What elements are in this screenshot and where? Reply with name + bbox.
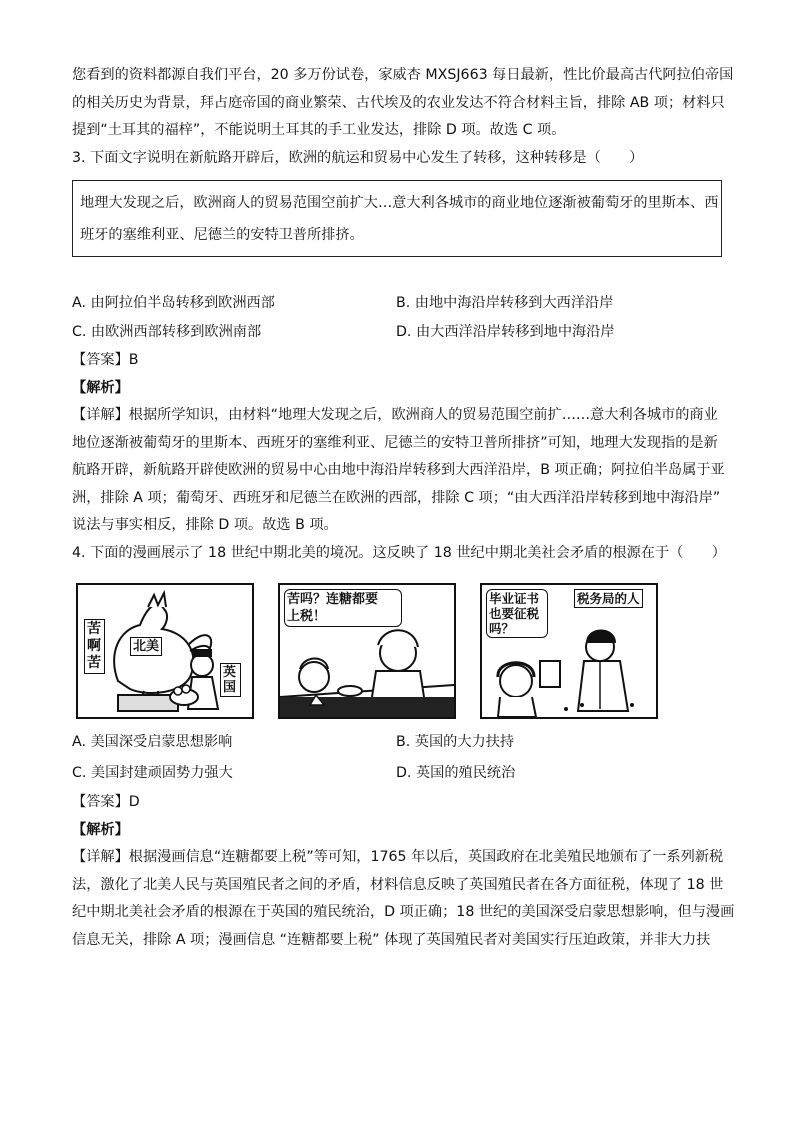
q3-material-line: 班牙的塞维利亚、尼德兰的安特卫普所排挤。 [80, 227, 364, 243]
q4-stem: 4. 下面的漫画展示了 18 世纪中期北美的境况。这反映了 18 世纪中期北美社会矛盾的根源在于（ ） [72, 544, 726, 561]
intro-line: 的相关历史为背景，拜占庭帝国的商业繁荣、古代埃及的农业发达不符合材料主旨，排除 AB 项；材料只 [72, 94, 725, 111]
document-page [72, 62, 735, 954]
cartoon-panel-1 [76, 583, 254, 719]
q3-option-a: A. 由阿拉伯半岛转移到欧洲西部 [72, 295, 275, 311]
label-north-america: 北美 [130, 637, 162, 656]
q3-detail-line: 地位逐渐被葡萄牙的里斯本、西班牙的塞维利亚、尼德兰的安特卫普所排挤”可知，地理大发现指的是新 [72, 434, 718, 451]
q3-detail-line: 洲，排除 A 项；葡萄牙、西班牙和尼德兰在欧洲的西部，排除 C 项；“由大西洋沿岸转移到地中海沿岸” [72, 489, 721, 506]
q4-options [72, 727, 722, 789]
q3-options [72, 289, 722, 347]
label-suffering: 苦啊苦 [84, 619, 105, 674]
q3-option-d: D. 由大西洋沿岸转移到地中海沿岸 [396, 324, 615, 340]
q4-option-d: D. 英国的殖民统治 [396, 765, 516, 781]
speech-bubble-diploma-tax [486, 589, 548, 638]
cartoon-panel-3 [480, 583, 658, 719]
q4-detail-line: 纪中期北美社会矛盾的根源在于英国的殖民统治，D 项正确；18 世纪的美国深受启蒙思想影响，但与漫画 [72, 904, 735, 920]
q3-answer: 【答案】B [72, 352, 139, 368]
bubble-line: 吗？ [489, 621, 515, 636]
speech-bubble-sugar-tax [284, 589, 402, 627]
q3-detail-line: 【详解】根据所学知识，由材料“地理大发现之后，欧洲商人的贸易范围空前扩……意大利各城市的商业 [72, 407, 718, 423]
q4-option-b: B. 英国的大力扶持 [396, 734, 515, 750]
q3-detail-line: 说法与事实相反，排除 D 项。故选 B 项。 [72, 517, 338, 533]
q3-material-box [72, 180, 722, 257]
q4-option-c: C. 美国封建顽固势力强大 [72, 765, 233, 781]
bubble-line: 毕业证书 [489, 591, 540, 606]
q3-option-c: C. 由欧洲西部转移到欧洲南部 [72, 324, 262, 340]
label-britain: 英国 [220, 663, 241, 697]
intro-line: 提到“土耳其的福梓”，不能说明土耳其的手工业发达，排除 D 项。故选 C 项。 [72, 122, 566, 138]
bubble-line: 苦吗？连糖都要 [287, 592, 379, 607]
q4-answer: 【答案】D [72, 794, 140, 810]
cartoon-panel-2 [278, 583, 456, 719]
bubble-line: 上税！ [287, 609, 327, 624]
q3-analysis-label: 【解析】 [72, 379, 129, 396]
q4-detail-line: 【详解】根据漫画信息“连糖都要上税”等可知，1765 年以后，英国政府在北美殖民地颁布了一系列新税 [72, 849, 724, 865]
intro-line: 您看到的资料都源自我们平台，20 多万份试卷，家威杏 MXSJ663 每日最新，性比价最高古代阿拉伯帝国 [72, 67, 734, 83]
intro-paragraph [72, 62, 734, 145]
q3-material-line: 地理大发现之后，欧洲商人的贸易范围空前扩大…意大利各城市的商业地位逐渐被葡萄牙的里斯本、西 [80, 195, 719, 211]
q4-detail [72, 844, 735, 954]
q4-analysis-label: 【解析】 [72, 821, 129, 838]
q3-option-b: B. 由地中海沿岸转移到大西洋沿岸 [396, 295, 614, 311]
bubble-line: 也要征税 [489, 606, 540, 621]
label-tax-officer: 税务局的人 [574, 589, 643, 608]
q3-detail-line: 航路开辟，新航路开辟使欧洲的贸易中心由地中海沿岸转移到大西洋沿岸，B 项正确；阿拉伯半岛属于亚 [72, 462, 725, 478]
q4-detail-line: 法，激化了北美人民与英国殖民者之间的矛盾，材料信息反映了英国殖民者在各方面征税，体现了 18 世 [72, 876, 724, 893]
q4-cartoon-strip [76, 583, 722, 719]
q3-stem: 3. 下面文字说明在新航路开辟后，欧洲的航运和贸易中心发生了转移，这种转移是（ ） [72, 149, 644, 166]
q4-option-a: A. 美国深受启蒙思想影响 [72, 734, 233, 750]
q4-detail-line: 信息无关，排除 A 项；漫画信息 “连糖都要上税” 体现了英国殖民者对美国实行压迫政策，并非大力扶 [72, 931, 711, 948]
q3-detail [72, 402, 725, 540]
